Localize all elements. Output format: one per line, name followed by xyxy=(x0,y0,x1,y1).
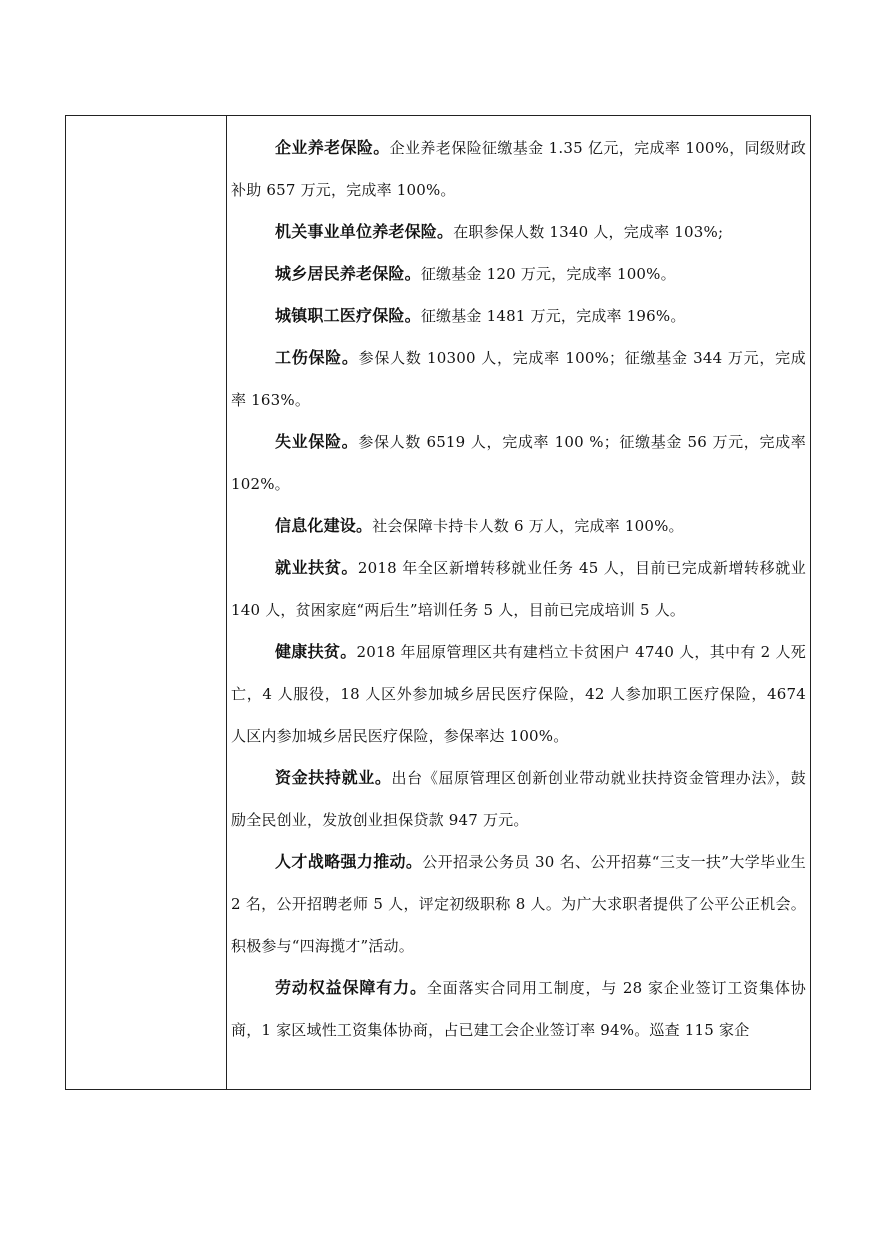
paragraph-informatization xyxy=(231,505,806,547)
paragraph-heading: 健康扶贫。 xyxy=(275,642,357,661)
paragraph-text: 2018 年全区新增转移就业任务 45 人，目前已完成新增转移就业 140 人，贫困家庭“两后生”培训任务 5 人，目前已完成培训 5 人。 xyxy=(231,559,806,619)
paragraph-heading: 工伤保险。 xyxy=(275,348,359,367)
paragraph-talent-strategy xyxy=(231,841,806,967)
paragraph-heading: 就业扶贫。 xyxy=(275,558,358,577)
paragraph-text: 全面落实合同用工制度，与 28 家企业签订工资集体协商，1 家区域性工资集体协商，占已建工会企业签订率 94%。巡查 115 家企 xyxy=(231,979,806,1039)
paragraph-text: 在职参保人数 1340 人，完成率 103%; xyxy=(453,223,724,241)
paragraph-text: 企业养老保险征缴基金 1.35 亿元，完成率 100%，同级财政补助 657 万元，完成率 100%。 xyxy=(231,139,806,199)
paragraph-funding-support xyxy=(231,757,806,841)
paragraph-heading: 城乡居民养老保险。 xyxy=(275,264,421,283)
paragraph-text: 公开招录公务员 30 名、公开招募“三支一扶”大学毕业生 2 名，公开招聘老师 5 人，评定初级职称 8 人。为广大求职者提供了公平公正机会。积极参与“四海揽才”活动。 xyxy=(231,853,806,955)
paragraph-text: 参保人数 10300 人，完成率 100%；征缴基金 344 万元，完成率 163%。 xyxy=(231,349,806,409)
paragraph-resident-pension xyxy=(231,253,806,295)
paragraph-text: 2018 年屈原管理区共有建档立卡贫困户 4740 人，其中有 2 人死亡，4 人服役，18 人区外参加城乡居民医疗保险，42 人参加职工医疗保险，4674 人区内参加城乡居民医疗保险，参保率达 100%。 xyxy=(231,643,806,745)
table-content-cell xyxy=(227,116,810,1089)
paragraph-heading: 失业保险。 xyxy=(275,432,359,451)
paragraph-unemployment-insurance xyxy=(231,421,806,505)
paragraph-enterprise-pension xyxy=(231,127,806,211)
paragraph-text: 出台《屈原管理区创新创业带动就业扶持资金管理办法》，鼓励全民创业，发放创业担保贷款 947 万元。 xyxy=(231,769,807,829)
paragraph-health-poverty xyxy=(231,631,806,757)
paragraph-heading: 信息化建设。 xyxy=(275,516,373,535)
paragraph-text: 征缴基金 120 万元，完成率 100%。 xyxy=(420,265,676,283)
paragraph-heading: 人才战略强力推动。 xyxy=(275,852,423,871)
paragraph-medical-insurance xyxy=(231,295,806,337)
paragraph-labor-rights xyxy=(231,967,806,1051)
paragraph-text: 社会保障卡持卡人数 6 万人，完成率 100%。 xyxy=(372,517,684,535)
document-table xyxy=(65,115,811,1090)
paragraph-injury-insurance xyxy=(231,337,806,421)
paragraph-employment-poverty xyxy=(231,547,806,631)
paragraph-heading: 城镇职工医疗保险。 xyxy=(275,306,421,325)
paragraph-text: 征缴基金 1481 万元，完成率 196%。 xyxy=(420,307,686,325)
paragraph-heading: 资金扶持就业。 xyxy=(275,768,392,787)
paragraph-heading: 劳动权益保障有力。 xyxy=(275,978,427,997)
table-left-cell xyxy=(66,116,227,1089)
paragraph-heading: 企业养老保险。 xyxy=(275,138,390,157)
paragraph-text: 参保人数 6519 人，完成率 100 %；征缴基金 56 万元，完成率 102%。 xyxy=(231,433,806,493)
paragraph-heading: 机关事业单位养老保险。 xyxy=(275,222,454,241)
paragraph-institution-pension xyxy=(231,211,806,253)
